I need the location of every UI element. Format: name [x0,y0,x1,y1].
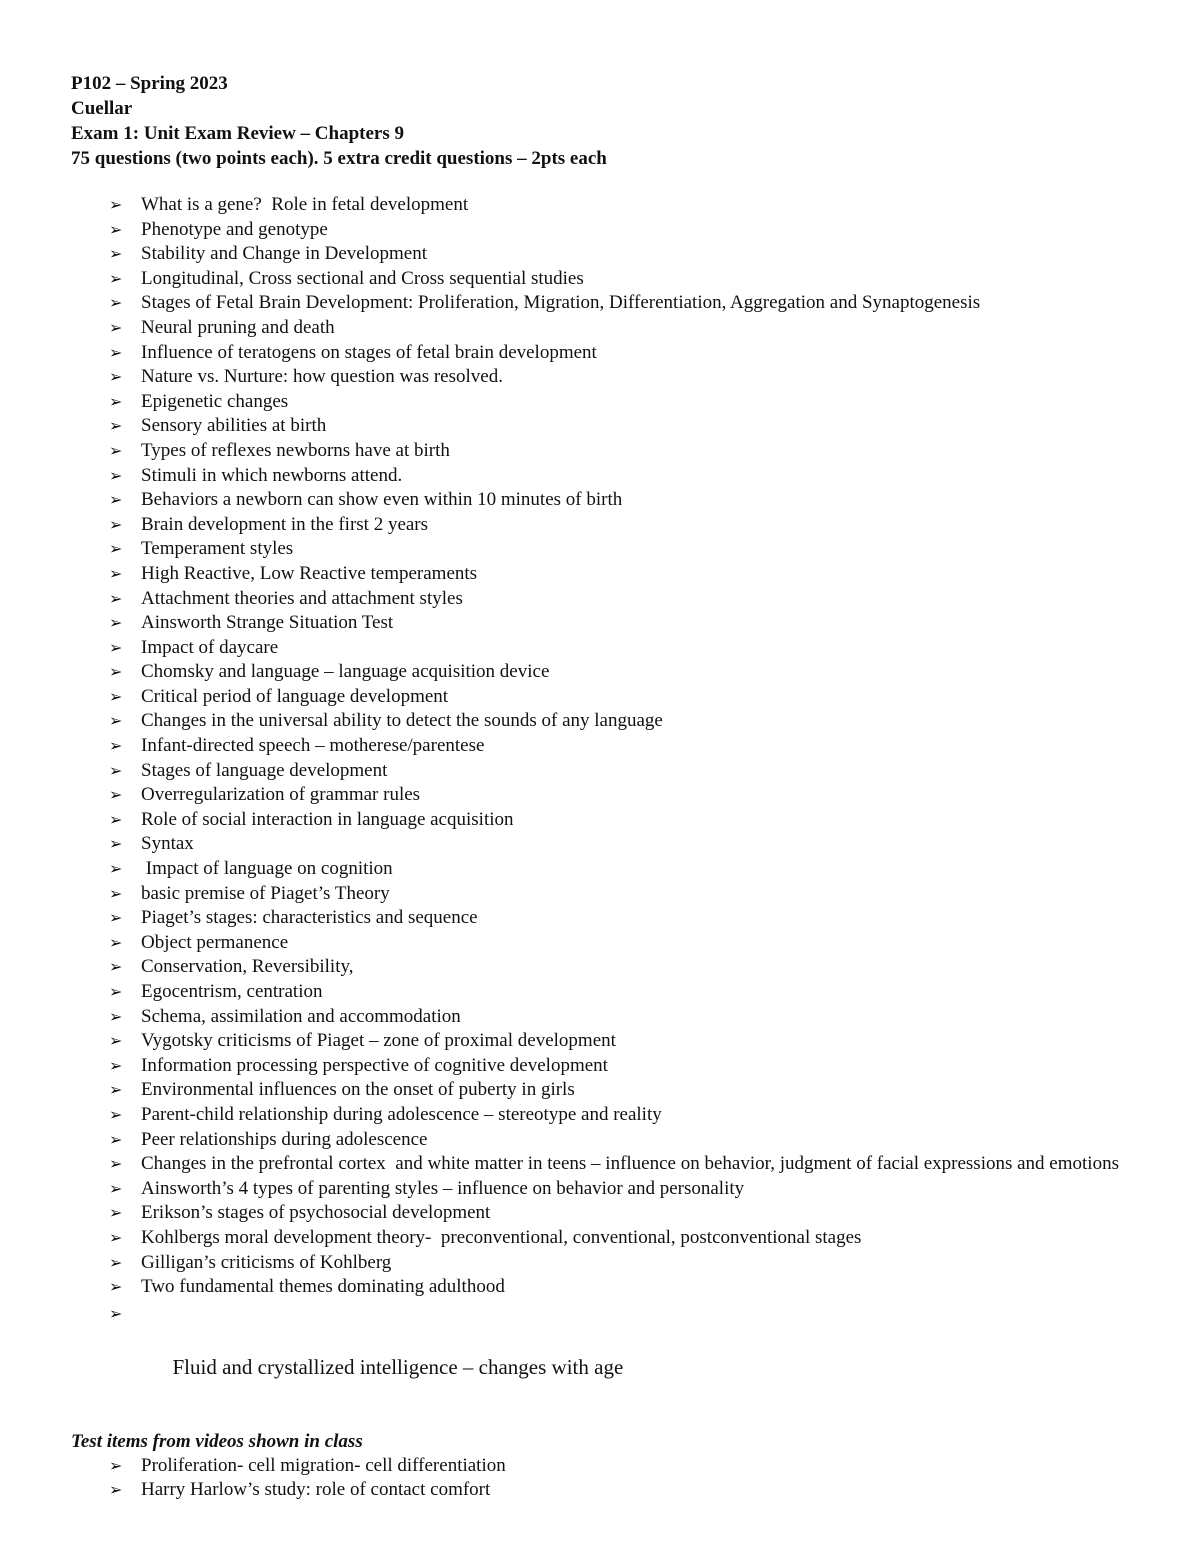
topic-text: Erikson’s stages of psychosocial development [141,1202,491,1224]
topic-text: Epigenetic changes [141,390,289,412]
arrow-bullet-icon: ➢ [109,539,123,559]
topic-text: Object permanence [141,931,289,953]
arrow-bullet-icon: ➢ [109,932,123,952]
document-page [71,71,1151,1503]
list-item [71,291,1151,316]
arrow-bullet-icon: ➢ [109,785,123,805]
topic-text: Infant-directed speech – motherese/parentese [141,735,485,757]
topic-text: Chomsky and language – language acquisition device [141,661,550,683]
list-item [71,464,1151,489]
list-item [71,1128,1151,1153]
arrow-bullet-icon: ➢ [109,1277,123,1297]
list-item [71,660,1151,685]
list-item [71,1005,1151,1030]
arrow-bullet-icon: ➢ [109,367,123,387]
arrow-bullet-icon: ➢ [109,859,123,879]
list-item [71,1201,1151,1226]
list-item [71,316,1151,341]
list-item [71,414,1151,439]
topic-text: Ainsworth’s 4 types of parenting styles – influence on behavior and personality [141,1177,745,1199]
arrow-bullet-icon: ➢ [109,736,123,756]
list-item [71,242,1151,267]
arrow-bullet-icon: ➢ [109,219,123,239]
list-item [71,267,1151,292]
topic-text: Attachment theories and attachment styles [141,587,463,609]
topic-text: Phenotype and genotype [141,218,328,240]
list-item [71,488,1151,513]
arrow-bullet-icon: ➢ [109,662,123,682]
list-item [71,783,1151,808]
arrow-bullet-icon: ➢ [109,1104,123,1124]
topic-text: Stability and Change in Development [141,243,428,265]
arrow-bullet-icon: ➢ [109,1480,123,1500]
topic-text: Neural pruning and death [141,316,335,338]
arrow-bullet-icon: ➢ [109,711,123,731]
topic-text: Stimuli in which newborns attend. [141,464,403,486]
list-item [71,955,1151,980]
list-item [71,759,1151,784]
arrow-bullet-icon: ➢ [109,268,123,288]
list-item [71,1478,1151,1503]
arrow-bullet-icon: ➢ [109,908,123,928]
question-info: 75 questions (two points each). 5 extra credit questions – 2pts each [71,148,607,169]
arrow-bullet-icon: ➢ [109,195,123,214]
list-item [71,390,1151,415]
topic-text: Parent-child relationship during adolescence – stereotype and reality [141,1103,662,1125]
list-item [71,1300,1151,1408]
arrow-bullet-icon: ➢ [109,982,123,1001]
list-item [71,636,1151,661]
topic-text: What is a gene? Role in fetal development [141,194,469,215]
arrow-bullet-icon: ➢ [109,883,123,903]
arrow-bullet-icon: ➢ [109,1129,123,1149]
topic-text: Stages of language development [141,759,388,781]
list-item [71,734,1151,759]
topic-text: Syntax [141,833,194,855]
arrow-bullet-icon: ➢ [109,465,123,485]
review-topic-list [71,193,1151,1408]
arrow-bullet-icon: ➢ [109,588,123,608]
arrow-bullet-icon: ➢ [109,1006,123,1026]
topic-text: Types of reflexes newborns have at birth [141,439,450,461]
list-item [71,562,1151,587]
arrow-bullet-icon: ➢ [109,1055,123,1075]
list-item [71,193,1151,218]
video-topic-list [71,1454,1151,1503]
arrow-bullet-icon: ➢ [109,1154,123,1174]
list-item [71,1152,1151,1177]
arrow-bullet-icon: ➢ [109,1178,123,1198]
topic-text: Conservation, Reversibility, [141,956,354,978]
arrow-bullet-icon: ➢ [109,514,123,534]
list-item [71,980,1151,1005]
arrow-bullet-icon: ➢ [109,490,123,510]
arrow-bullet-icon: ➢ [109,686,123,706]
list-item [71,365,1151,390]
list-item [71,832,1151,857]
topic-text: Vygotsky criticisms of Piaget – zone of proximal development [141,1030,616,1052]
list-item [71,906,1151,931]
list-item [71,1103,1151,1128]
arrow-bullet-icon: ➢ [109,613,123,633]
list-item [71,611,1151,636]
arrow-bullet-icon: ➢ [109,1227,123,1247]
topic-text: Temperament styles [141,538,294,560]
arrow-bullet-icon: ➢ [109,342,123,362]
video-section-heading: Test items from videos shown in class [71,1430,363,1452]
topic-text: Role of social interaction in language acquisition [141,808,514,830]
topic-text: Changes in the universal ability to detect the sounds of any language [141,710,663,732]
topic-text: Egocentrism, centration [141,981,323,1002]
arrow-bullet-icon: ➢ [109,834,123,854]
arrow-bullet-icon: ➢ [109,1080,123,1100]
topic-text: Impact of daycare [141,636,279,658]
topic-text: Kohlbergs moral development theory- preconventional, conventional, postconventional stages [141,1226,862,1248]
list-item [71,1078,1151,1103]
list-item [71,513,1151,538]
arrow-bullet-icon: ➢ [109,1203,123,1223]
arrow-bullet-icon: ➢ [109,637,123,657]
arrow-bullet-icon: ➢ [109,957,123,977]
topic-text: Fluid and crystallized intelligence – changes with age [172,1354,624,1379]
topic-text: Peer relationships during adolescence [141,1128,428,1150]
course-title: P102 – Spring 2023 [71,73,228,94]
topic-text: Influence of teratogens on stages of fetal brain development [141,341,597,363]
list-item [71,1275,1151,1300]
arrow-bullet-icon: ➢ [109,391,123,411]
topic-text: Nature vs. Nurture: how question was resolved. [141,366,503,388]
arrow-bullet-icon: ➢ [109,293,123,313]
list-item [71,685,1151,710]
arrow-bullet-icon: ➢ [109,1455,123,1475]
topic-text: Brain development in the first 2 years [141,513,429,535]
arrow-bullet-icon: ➢ [109,1031,123,1051]
arrow-bullet-icon: ➢ [109,317,123,337]
topic-text: Harry Harlow’s study: role of contact comfort [141,1479,491,1501]
topic-text: Sensory abilities at birth [141,415,327,437]
list-item [71,1177,1151,1202]
list-item [71,1251,1151,1276]
arrow-bullet-icon: ➢ [109,760,123,780]
arrow-bullet-icon: ➢ [109,563,123,583]
topic-text: Ainsworth Strange Situation Test [141,612,394,634]
topic-text: Overregularization of grammar rules [141,784,421,806]
list-item [71,1054,1151,1079]
arrow-bullet-icon: ➢ [109,244,123,264]
list-item [71,882,1151,907]
topic-text: Information processing perspective of cognitive development [141,1054,608,1076]
topic-text: basic premise of Piaget’s Theory [141,882,390,904]
list-item [71,808,1151,833]
list-item [71,537,1151,562]
exam-title: Exam 1: Unit Exam Review – Chapters 9 [71,123,405,144]
arrow-bullet-icon: ➢ [109,1303,123,1323]
topic-text: Longitudinal, Cross sectional and Cross sequential studies [141,267,584,289]
topic-text: Schema, assimilation and accommodation [141,1005,461,1027]
list-item [71,931,1151,956]
topic-text: Piaget’s stages: characteristics and sequence [141,907,478,929]
list-item [71,1454,1151,1479]
topic-text: Two fundamental themes dominating adulthood [141,1276,505,1298]
topic-text: Gilligan’s criticisms of Kohlberg [141,1251,392,1273]
arrow-bullet-icon: ➢ [109,809,123,829]
list-item [71,1226,1151,1251]
list-item [71,857,1151,882]
arrow-bullet-icon: ➢ [109,1252,123,1272]
topic-text: Proliferation- cell migration- cell differentiation [141,1454,506,1476]
list-item [71,218,1151,243]
list-item [71,709,1151,734]
topic-text: Environmental influences on the onset of puberty in girls [141,1079,575,1101]
topic-text: Impact of language on cognition [141,858,393,880]
instructor-name: Cuellar [71,98,133,119]
list-item [71,1029,1151,1054]
list-item [71,439,1151,464]
topic-text: High Reactive, Low Reactive temperaments [141,562,478,584]
arrow-bullet-icon: ➢ [109,416,123,436]
list-item [71,587,1151,612]
list-item [71,341,1151,366]
topic-text: Changes in the prefrontal cortex and white matter in teens – influence on behavior, judgment of facial expressions and emotions [141,1153,1119,1175]
topic-text: Stages of Fetal Brain Development: Proliferation, Migration, Differentiation, Aggregation and Synaptogenesis [141,292,981,314]
topic-text: Critical period of language development [141,685,449,707]
arrow-bullet-icon: ➢ [109,440,123,460]
topic-text: Behaviors a newborn can show even within 10 minutes of birth [141,489,623,511]
